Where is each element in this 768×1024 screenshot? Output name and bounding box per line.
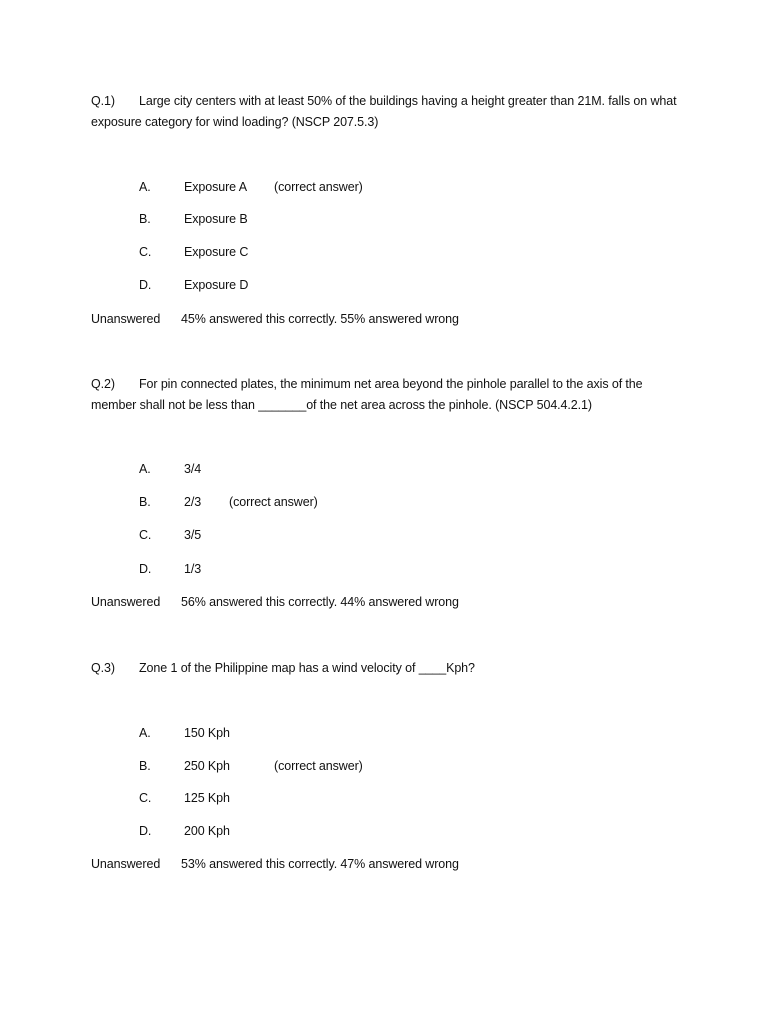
q1-option-a-correct-note: (correct answer) (274, 180, 363, 194)
q2-option-a-text: 3/4 (184, 462, 202, 476)
q3-status: Unanswered (91, 857, 161, 871)
question-2 (91, 374, 691, 416)
q1-option-c-text: Exposure C (184, 245, 249, 259)
q2-option-a-letter: A. (139, 462, 151, 476)
q1-status: Unanswered (91, 312, 161, 326)
q2-option-d-text: 1/3 (184, 562, 202, 576)
q3-option-b-text: 250 Kph (184, 759, 230, 773)
q3-option-b-correct-note: (correct answer) (274, 759, 363, 773)
question-3-number: Q.3) (91, 661, 115, 675)
q3-option-a-letter: A. (139, 726, 151, 740)
q2-stats: 56% answered this correctly. 44% answered wrong (181, 595, 459, 609)
q2-status: Unanswered (91, 595, 161, 609)
q3-option-d-letter: D. (139, 824, 152, 838)
q2-option-b-letter: B. (139, 495, 151, 509)
q3-option-a-text: 150 Kph (184, 726, 230, 740)
q1-option-c-letter: C. (139, 245, 152, 259)
q3-stats: 53% answered this correctly. 47% answered wrong (181, 857, 459, 871)
question-3-text: Zone 1 of the Philippine map has a wind velocity of ____Kph? (139, 661, 475, 675)
question-1-number: Q.1) (91, 94, 115, 108)
question-1-text: Large city centers with at least 50% of the buildings having a height greater than 21M. falls on what exposure category for wind loading? (NSCP 207.5.3) (91, 94, 677, 129)
q3-option-b-letter: B. (139, 759, 151, 773)
q1-option-b-text: Exposure B (184, 212, 248, 226)
q2-option-b-text: 2/3 (184, 495, 202, 509)
q3-option-c-letter: C. (139, 791, 152, 805)
question-2-number: Q.2) (91, 377, 115, 391)
q1-option-d-letter: D. (139, 278, 152, 292)
q3-option-c-text: 125 Kph (184, 791, 230, 805)
q2-option-d-letter: D. (139, 562, 152, 576)
q1-stats-line (91, 312, 459, 326)
q2-option-c-text: 3/5 (184, 528, 202, 542)
q1-option-a-text: Exposure A (184, 180, 247, 194)
q3-stats-line (91, 857, 459, 871)
q1-stats: 45% answered this correctly. 55% answered wrong (181, 312, 459, 326)
q3-option-d-text: 200 Kph (184, 824, 230, 838)
q1-option-b-letter: B. (139, 212, 151, 226)
question-2-text: For pin connected plates, the minimum net area beyond the pinhole parallel to the axis of the member shall not be less than _______of the net area across the pinhole. (NSCP 504.4.2.1) (91, 377, 643, 412)
question-3 (91, 658, 691, 679)
q1-option-a-letter: A. (139, 180, 151, 194)
q1-option-d-text: Exposure D (184, 278, 249, 292)
q2-option-b-correct-note: (correct answer) (229, 495, 318, 509)
q2-option-c-letter: C. (139, 528, 152, 542)
question-1 (91, 91, 691, 133)
q2-stats-line (91, 595, 459, 609)
